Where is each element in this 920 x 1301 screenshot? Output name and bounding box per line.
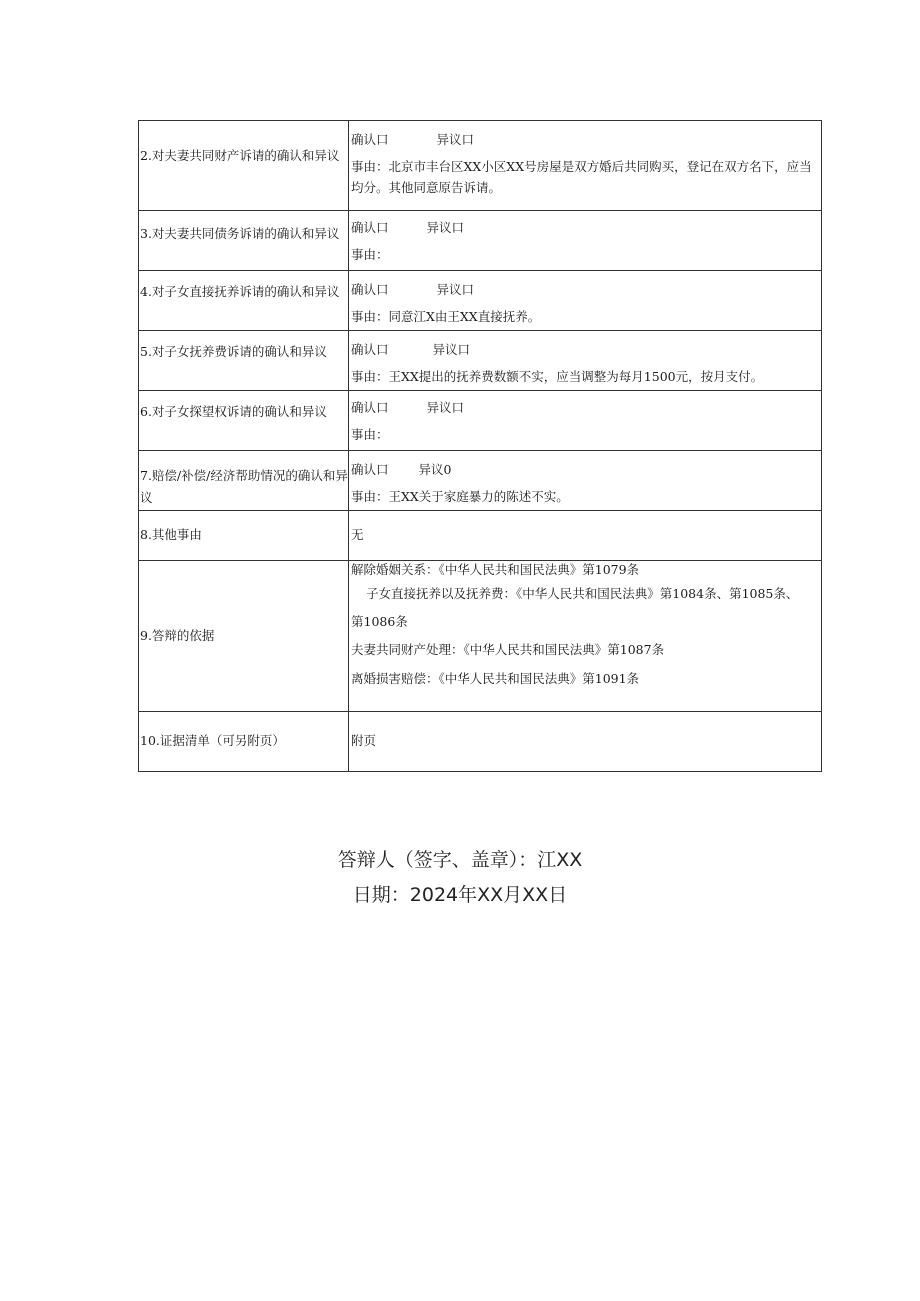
options (351, 451, 817, 480)
row-content (349, 211, 822, 271)
reason-text: 事由：北京市丰台区XX小区XX号房屋是双方婚后共同购买，登记在双方名下，应当均分。其他同意原告诉请。 (351, 158, 812, 195)
row-label-text: 4.对子女直接抚养诉请的确认和异议 (140, 284, 340, 299)
row-label (139, 121, 349, 211)
options (351, 211, 817, 238)
object-option[interactable]: 异议0 (418, 462, 452, 477)
row-visitation (139, 391, 822, 451)
other-value: 无 (351, 527, 364, 543)
reason-text: 事由：王XX提出的抚养费数额不实，应当调整为每月1500元，按月支付。 (351, 368, 764, 384)
row-label-text: 6.对子女探望权诉请的确认和异议 (140, 404, 327, 419)
object-option[interactable]: 异议口 (436, 282, 475, 297)
row-compensation (139, 451, 822, 511)
row-label (139, 271, 349, 331)
row-content (349, 511, 822, 561)
confirm-option[interactable]: 确认口 (351, 462, 389, 477)
reason-text: 事由： (351, 426, 389, 442)
row-label-text: 8.其他事由 (140, 527, 202, 543)
evidence-value: 附页 (351, 733, 377, 749)
object-option[interactable]: 异议口 (432, 342, 471, 357)
basis-line: 子女直接抚养以及抚养费：《中华人民共和国民法典》第1084条、第1085条、 (366, 585, 799, 601)
row-label-text: 9.答辩的依据 (140, 627, 215, 643)
options (351, 121, 817, 150)
object-option[interactable]: 异议口 (436, 132, 475, 147)
object-option[interactable]: 异议口 (426, 220, 465, 235)
row-label-text: 7.赔偿/补偿/经济帮助情况的确认和异议 (140, 468, 348, 505)
row-label-text: 2.对夫妻共同财产诉请的确认和异议 (140, 148, 340, 163)
confirm-option[interactable]: 确认口 (351, 220, 389, 235)
row-content (349, 271, 822, 331)
row-label-text: 3.对夫妻共同债务诉请的确认和异议 (140, 226, 340, 241)
row-evidence (139, 712, 822, 772)
row-label-text: 10.证据清单（可另附页） (140, 733, 285, 749)
confirm-option[interactable]: 确认口 (351, 342, 389, 357)
row-property (139, 121, 822, 211)
row-label (139, 712, 349, 772)
row-debt (139, 211, 822, 271)
basis-content (351, 561, 817, 711)
options (351, 271, 817, 300)
reason-text: 事由：同意江X由王XX直接抚养。 (351, 308, 541, 324)
row-label (139, 331, 349, 391)
reason-text: 事由： (351, 246, 389, 262)
row-label (139, 511, 349, 561)
row-custody (139, 271, 822, 331)
row-other (139, 511, 822, 561)
defense-form-table (138, 120, 822, 772)
signer-line: 答辩人（签字、盖章）：江XX (337, 849, 583, 871)
confirm-option[interactable]: 确认口 (351, 132, 389, 147)
row-support (139, 331, 822, 391)
confirm-option[interactable]: 确认口 (351, 282, 389, 297)
row-content (349, 451, 822, 511)
options (351, 391, 817, 418)
row-label (139, 211, 349, 271)
row-content (349, 561, 822, 712)
basis-line: 解除婚姻关系：《中华人民共和国民法典》第1079条 (351, 562, 640, 577)
row-label (139, 451, 349, 511)
basis-line: 夫妻共同财产处理：《中华人民共和国民法典》第1087条 (351, 642, 665, 658)
basis-line: 离婚损害赔偿：《中华人民共和国民法典》第1091条 (351, 671, 640, 687)
options (351, 331, 817, 360)
object-option[interactable]: 异议口 (426, 400, 465, 415)
row-basis (139, 561, 822, 712)
row-label (139, 561, 349, 712)
row-label-text: 5.对子女抚养费诉请的确认和异议 (140, 344, 327, 359)
basis-line: 第1086条 (351, 613, 408, 629)
row-content (349, 121, 822, 211)
confirm-option[interactable]: 确认口 (351, 400, 389, 415)
date-line: 日期：2024年XX月XX日 (352, 884, 568, 906)
row-content (349, 391, 822, 451)
reason-text: 事由：王XX关于家庭暴力的陈述不实。 (351, 488, 569, 504)
row-content (349, 331, 822, 391)
row-content (349, 712, 822, 772)
row-label (139, 391, 349, 451)
